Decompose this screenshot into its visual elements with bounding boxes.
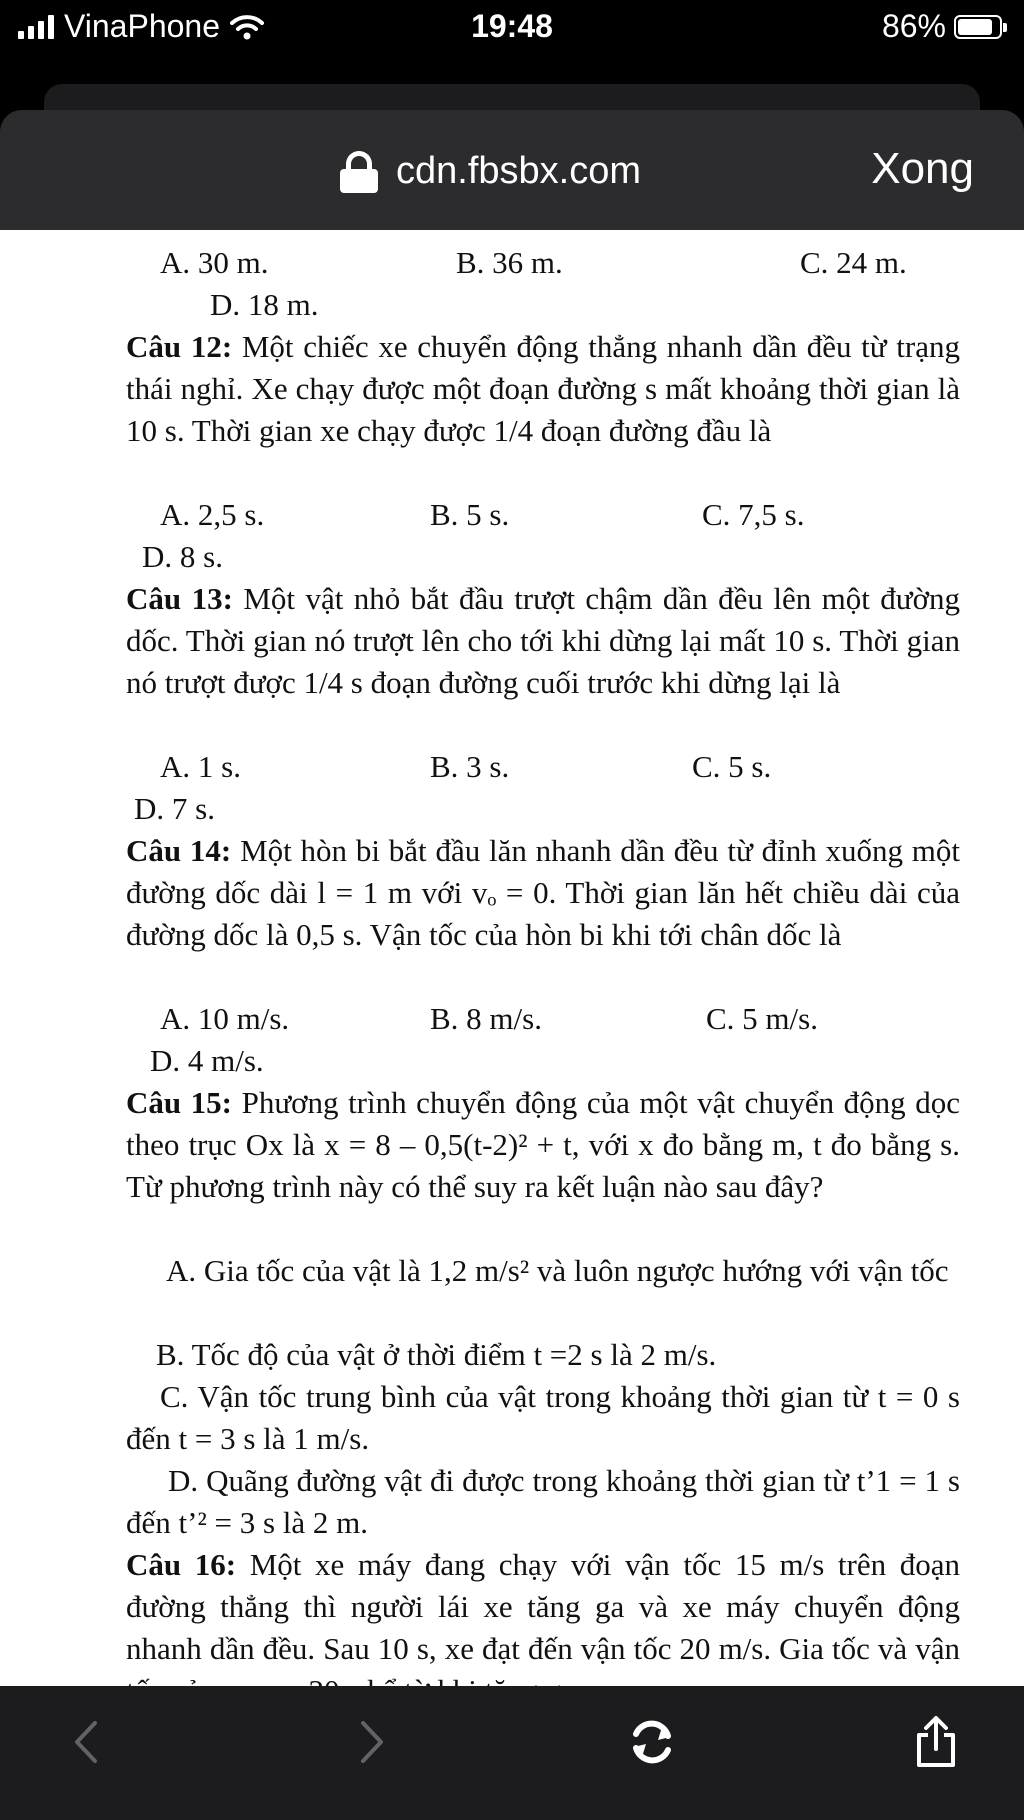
q16-label: Câu 16: bbox=[126, 1547, 237, 1582]
q15-text: Phương trình chuyển động của một vật chuyển động dọc theo trục Ox là x = 8 – 0,5(t-2)² + t, với x đo bằng m, t đo bằng s. Từ phương trình này có thể suy ra kết luận nào sau đây? bbox=[126, 1085, 960, 1204]
forward-button[interactable] bbox=[342, 1712, 402, 1772]
q13-option-c: C. 5 s. bbox=[692, 749, 772, 784]
q13-option-b: B. 3 s. bbox=[430, 749, 510, 784]
q11-option-c: C. 24 m. bbox=[800, 245, 907, 280]
back-button[interactable] bbox=[56, 1712, 116, 1772]
share-icon bbox=[914, 1715, 958, 1769]
lock-icon bbox=[340, 151, 378, 193]
q12-text: Một chiếc xe chuyển động thẳng nhanh dần đều từ trạng thái nghỉ. Xe chạy được một đoạn đường s mất khoảng thời gian là 10 s. Thời gian xe chạy được 1/4 đoạn đường đầu là bbox=[126, 329, 960, 448]
q15-question bbox=[126, 1082, 960, 1208]
q14-option-a: A. 10 m/s. bbox=[160, 1001, 290, 1036]
url-text: cdn.fbsbx.com bbox=[396, 150, 641, 192]
q16-text: Một xe máy đang chạy với vận tốc 15 m/s trên đoạn đường thẳng thì người lái xe tăng ga và xe máy chuyển động nhanh dần đều. Sau 10 s, xe đạt đến vận tốc 20 m/s. Gia tốc và vận bbox=[126, 1547, 961, 1666]
chevron-left-icon bbox=[71, 1719, 101, 1765]
q14-question bbox=[126, 830, 960, 956]
document-view[interactable] bbox=[0, 230, 1024, 1686]
q13-option-a: A. 1 s. bbox=[160, 749, 241, 784]
battery-percent: 86% bbox=[881, 8, 946, 44]
q15-option-b: B. Tốc độ của vật ở thời điểm t =2 s là 2 m/s. bbox=[156, 1337, 717, 1372]
q15-label: Câu 15: bbox=[126, 1085, 233, 1120]
q11-option-d: D. 18 m. bbox=[210, 287, 319, 322]
q11-option-b: B. 36 m. bbox=[456, 245, 563, 280]
q14-label: Câu 14: bbox=[126, 833, 232, 868]
reload-button[interactable] bbox=[622, 1712, 682, 1772]
carrier-name: VinaPhone bbox=[64, 8, 220, 44]
reload-icon bbox=[626, 1716, 678, 1768]
q12-option-c: C. 7,5 s. bbox=[702, 497, 805, 532]
done-button[interactable]: Xong bbox=[871, 144, 974, 193]
q12-label: Câu 12: bbox=[126, 329, 233, 364]
status-bar bbox=[0, 0, 1024, 64]
clock: 19:48 bbox=[471, 8, 553, 44]
q13-question bbox=[126, 578, 960, 704]
battery-icon bbox=[954, 15, 1002, 39]
q12-option-a: A. 2,5 s. bbox=[160, 497, 265, 532]
q15-option-d: D. Quãng đường vật đi được trong khoảng thời gian từ t’1 = 1 s đến t’² = 3 s là 2 m. bbox=[126, 1463, 960, 1540]
q12-question bbox=[126, 326, 960, 452]
q15-option-c: C. Vận tốc trung bình của vật trong khoảng thời gian từ t = 0 s đến t = 3 s là 1 m/s. bbox=[126, 1379, 960, 1456]
q13-label: Câu 13: bbox=[126, 581, 233, 616]
q15-option-a: A. Gia tốc của vật là 1,2 m/s² và luôn ngược hướng với vận tốc bbox=[166, 1253, 949, 1288]
share-button[interactable] bbox=[906, 1712, 966, 1772]
q13-text: Một vật nhỏ bắt đầu trượt chậm dần đều lên một đường dốc. Thời gian nó trượt lên cho tới khi dừng lại mất 10 s. Thời gian nó trượt được 1/4 s đoạn đường cuối trước khi dừng lại là bbox=[126, 581, 960, 700]
browser-toolbar bbox=[0, 1686, 1024, 1820]
q14-option-d: D. 4 m/s. bbox=[150, 1043, 264, 1078]
q14-option-b: B. 8 m/s. bbox=[430, 1001, 542, 1036]
q12-option-b: B. 5 s. bbox=[430, 497, 510, 532]
q14-option-c: C. 5 m/s. bbox=[706, 1001, 818, 1036]
q14-text: Một hòn bi bắt đầu lăn nhanh dần đều từ đỉnh xuống một đường dốc dài l = 1 m với vₒ = 0. Thời gian lăn hết chiều dài của đường dốc là 0,5 s. Vận tốc của hòn bi khi tới chân dốc là bbox=[126, 833, 961, 952]
battery-status bbox=[882, 8, 1002, 45]
chevron-right-icon bbox=[357, 1719, 387, 1765]
q13-option-d: D. 7 s. bbox=[134, 791, 215, 826]
q12-option-d: D. 8 s. bbox=[142, 539, 223, 574]
address-bar[interactable] bbox=[340, 150, 641, 193]
q11-option-a: A. 30 m. bbox=[160, 245, 269, 280]
